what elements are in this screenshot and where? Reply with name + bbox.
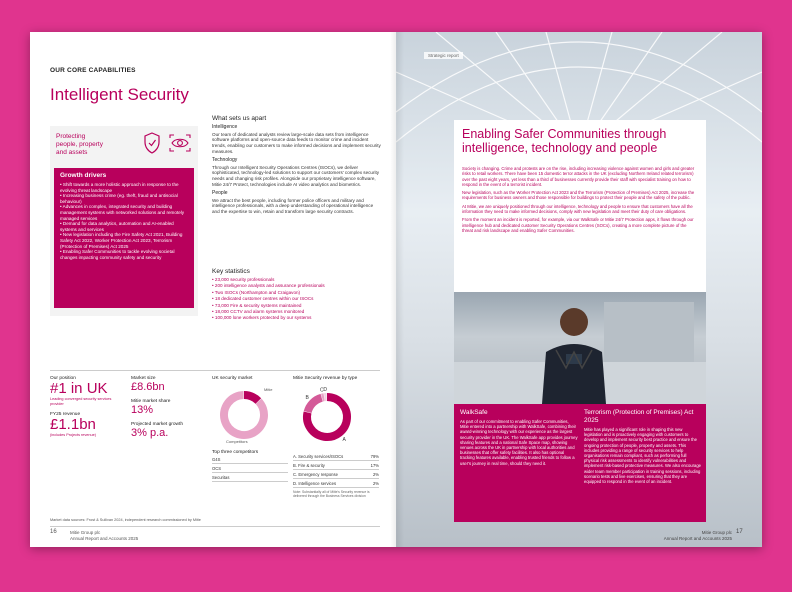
page-number-left: 16 — [50, 529, 57, 535]
revenue-note: (includes Projects revenue) — [50, 433, 97, 438]
market-value: £8.6bn — [131, 381, 165, 393]
revenue-label: FY25 revenue — [50, 412, 81, 418]
walksafe-heading: WalkSafe — [460, 409, 488, 416]
intelligence-heading: Intelligence — [212, 123, 238, 130]
row-value: 79% — [370, 453, 379, 459]
row-label: A. Security services/ISOCs — [293, 453, 344, 459]
donut-label: B — [305, 395, 309, 402]
section-tab: Strategic report — [424, 52, 463, 59]
report-spread — [30, 32, 762, 547]
list-item: • Advances in complex, integrated security and building management systems with networked solutions and remotely managed services — [60, 204, 185, 221]
paragraph: From the moment an incident is reported, for example, via our WalkSafe or Mitie 24/7 Protection apps, it flows through our intelligence hub and dedicated customer Security Operations Centres (SOCs), creating a more complete picture of the threat and risk landscape and enabling Safer Communities. — [462, 217, 694, 233]
table-row — [293, 452, 379, 461]
donut-label: C — [319, 387, 324, 394]
kpi-position — [50, 376, 120, 438]
intro-body — [462, 166, 698, 236]
list-item: • 18,000 CCTV and alarm systems monitored — [212, 309, 305, 315]
row-label: D. Intelligence services — [293, 480, 337, 486]
list-item: • Enabling Safer Communities to tackle evolving societal changes impacting community safety and security — [60, 249, 175, 260]
growth-value: 3% p.a. — [131, 427, 169, 439]
revenue-note: Note: Substantially all of Mitie's Security revenue is delivered through the Business Services division — [293, 490, 370, 499]
donut2-title: Mitie Security revenue by type — [293, 376, 358, 381]
donut-label: A — [342, 437, 346, 444]
revenue-value: £1.1bn — [50, 416, 96, 434]
row-label: C. Emergency response — [293, 471, 338, 477]
donut-slice — [308, 398, 322, 412]
officer-illustration — [454, 292, 706, 404]
growth-label: Projected market growth — [131, 422, 183, 427]
gutter-shadow — [390, 32, 404, 547]
revenue-type-table — [293, 452, 379, 488]
right-page — [396, 32, 762, 547]
revenue-type-chart — [293, 376, 383, 498]
capability-heading-line1: Protecting — [56, 133, 86, 140]
footer-divider — [50, 526, 380, 527]
donut-label: D — [323, 387, 328, 394]
growth-drivers-panel — [54, 168, 194, 308]
uk-market-chart — [212, 376, 292, 482]
footer-left — [70, 530, 138, 541]
table-row — [212, 473, 288, 482]
table-row — [293, 479, 379, 488]
table-row — [293, 461, 379, 470]
footer-company: Mitie Group plc — [701, 530, 732, 535]
growth-drivers-title: Growth drivers — [60, 172, 107, 179]
table-row — [212, 464, 288, 473]
position-value: #1 in UK — [50, 380, 108, 397]
uk-market-donut — [212, 385, 282, 445]
paragraph: New legislation, such as the Worker Protection Act 2023 and the Terrorism (Protection of Premises) Act 2025, increase the requirements for business owners and those responsible for buildings to protect their people and the safety of the public. — [462, 190, 695, 201]
growth-drivers-list — [60, 182, 188, 260]
capability-heading — [56, 133, 116, 157]
key-statistics — [212, 268, 382, 322]
competitor-name: G4S — [212, 456, 221, 462]
shield-icon — [142, 131, 162, 155]
list-item: • New legislation including the Fire Safety Act 2021, Building Safety Act 2022, Worker Protection Act 2023, Terrorism (Protection of Premises) Act 2025 — [60, 232, 183, 249]
table-row — [293, 470, 379, 479]
share-value: 13% — [131, 404, 154, 416]
people-heading: People — [212, 189, 228, 196]
terrorism-heading: Terrorism (Protection of Premises) Act 2025 — [584, 409, 694, 424]
row-label: B. Fire & security — [293, 462, 325, 468]
section-label: OUR CORE CAPABILITIES — [50, 67, 136, 74]
list-item: • Increasing business crime (eg. theft, fraud and antisocial behaviour) — [60, 193, 178, 204]
competitors-title: Top three competitors — [212, 450, 259, 455]
footer-company: Mitie Group plc — [70, 530, 101, 535]
position-note: Leading converged security services provider — [50, 397, 112, 406]
list-item: • 100,000 lone workers protected by our systems — [212, 315, 312, 321]
source-note: Market data sources: Frost & Sullivan 2024, independent research commissioned by Mitie — [50, 518, 201, 522]
page-number-right: 17 — [736, 529, 743, 535]
list-item: • Shift towards a more holistic approach in response to the evolving threat landscape — [60, 182, 179, 193]
capability-heading-line2: people, property — [56, 141, 103, 148]
market-label: Market size — [131, 376, 156, 381]
paragraph: At Mitie, we are uniquely positioned through our intelligence, technology and people to ensure that customers have all the information they need to make informed decisions, comply with new legislation and meet their duty of care obligations. — [462, 203, 693, 215]
competitor-name: Securitas — [212, 474, 230, 480]
stats-title: Key statistics — [212, 268, 250, 275]
security-officer-photo — [454, 292, 706, 404]
people-text: We attract the best people, including former police officers and military and intelligence professionals, with a deep understanding of operational intelligence and the expertise to win, retain and transform large security contracts. — [212, 197, 374, 215]
paragraph: Society is changing. Crime and protests are on the rise, including increasing violence against women and girls and greater risks to retail workers. There have been 15 domestic terror attacks in the UK (excluding Northern Ireland related terrorism) over the past eight years, yet less than a third of businesses currently provide their staff with specialist training on how to respond in the event of a terrorist incident. — [462, 166, 695, 187]
capability-heading-line3: and assets — [56, 149, 88, 156]
intro-panel — [454, 120, 706, 292]
list-item: • 200 intelligence analysts and assurance professionals — [212, 283, 325, 289]
donut-slice — [244, 395, 258, 401]
footer-report: Annual Report and Accounts 2025 — [70, 535, 139, 541]
left-page — [30, 32, 396, 547]
technology-text: Through our Intelligent Security Operations Centres (ISOCs), we deliver sophisticated, technology-led solutions to support our customers' complex security needs and changing risk profiles. Alongside our proprietary intelligence software, Mitie 24/7 Protect, technologies include AI video analytics and biometrics. — [212, 164, 380, 187]
competitors-table — [212, 455, 288, 482]
walksafe-text: As part of our commitment to enabling Safer Communities, Mitie entered into a partnership with WalkSafe, combining their award-winning technology with our experience as the largest security provider in the UK. The WalkSafe app provides journey sharing features and a national Safe Space map, showing venues across the UK in partnership with local authorities and businesses that offer safety facilities. It also has optional tracking features available, enabling trusted friends to follow a user's journey in real time, should they need it. — [460, 419, 578, 466]
table-row — [212, 455, 288, 464]
donut-label: Competitors — [226, 439, 248, 444]
divider — [50, 370, 380, 371]
kpi-market — [131, 376, 201, 439]
share-label: Mitie market share — [131, 399, 171, 404]
row-value: 17% — [370, 462, 379, 468]
list-item: • Two ISOCs (Northampton and Craigavon) — [212, 289, 301, 295]
donut1-title: UK security market — [212, 376, 253, 381]
sets-us-apart — [212, 116, 382, 217]
terrorism-text: Mitie has played a significant role in shaping this new legislation and is proactively engaging with customers to develop and implement security best practice and ensure the ongoing protection of people, property and assets. This includes providing a range of security services to help organisations remain compliant, such as performing full physical risk assessments to identify vulnerabilities and implement risk-based protective measures. We also encourage wider team member participation in training sessions, including scenario tests and live exercises, ensuring that they are equipped to respond in the event of an incident. — [584, 427, 701, 485]
page-title: Intelligent Security — [50, 85, 189, 104]
feature-panel — [454, 404, 706, 522]
donut-label: Mitie — [264, 387, 273, 392]
eye-scan-icon — [168, 133, 192, 153]
revenue-type-donut — [293, 383, 363, 449]
row-value: 2% — [372, 471, 379, 477]
technology-heading: Technology — [212, 156, 238, 163]
stats-list — [212, 277, 382, 322]
position-label: Our position — [50, 376, 76, 381]
list-item: • 73,000 Fire & security systems maintained — [212, 302, 302, 308]
footer-right — [662, 530, 732, 541]
list-item: • 23,000 security professionals — [212, 277, 275, 282]
intelligence-text: Our team of dedicated analysts review large-scale data sets from intelligence software platforms and open-source data feeds to monitor crime and incident trends, enabling our customers to make informed decisions and implement security measures. — [212, 131, 381, 154]
right-title: Enabling Safer Communities through intelligence, technology and people — [462, 127, 667, 155]
apart-title: What sets us apart — [212, 115, 267, 122]
capability-header — [50, 126, 198, 164]
footer-report: Annual Report and Accounts 2025 — [663, 535, 732, 541]
competitor-name: OCS — [212, 465, 222, 471]
list-item: • Demand for data analytics, automation and AI-enabled systems and services — [60, 221, 174, 232]
list-item: • 18 dedicated customer centres within our ISOCs — [212, 296, 314, 302]
capability-box — [50, 126, 198, 316]
row-value: 2% — [372, 480, 379, 486]
